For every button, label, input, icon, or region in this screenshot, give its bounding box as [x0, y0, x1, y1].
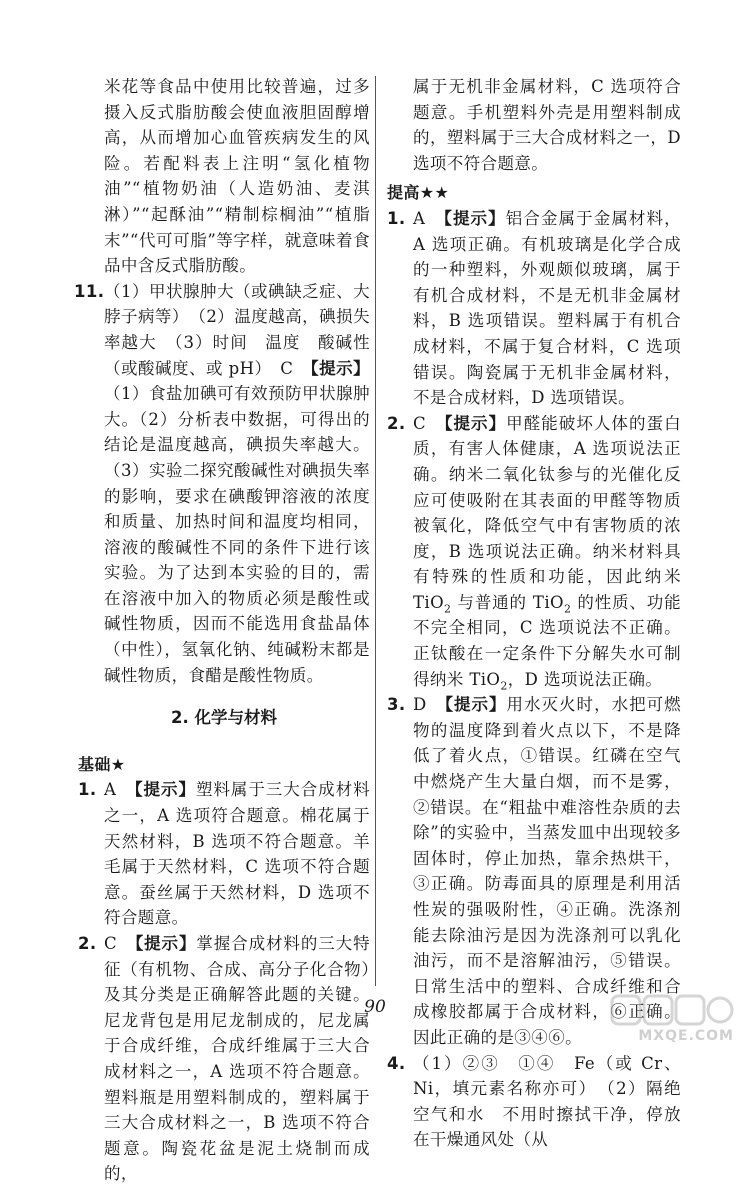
- answer-text: （1）②③ ①④ Fe（或 Cr、Ni，填元素名称亦可） （2）隔绝空气和水 不用时擦拭干净，停放在干燥通风处（从: [413, 1053, 681, 1150]
- question-1: [78, 777, 370, 931]
- answer-text: C: [104, 934, 135, 953]
- answer-text: （1）甲状腺肿大（或碘缺乏症、大脖子病等） （2）温度越高，碘损失率越大 （3）时间 温度 酸碱性（或酸碱度、或 pH） C: [104, 281, 370, 378]
- continued-text: 属于无机非金属材料，C 选项符合题意。手机塑料外壳是用塑料制成的，塑料属于三大合成材料之一，D 选项不符合题意。: [413, 77, 681, 173]
- right-column: [387, 74, 681, 1153]
- answer-text: D: [413, 695, 445, 715]
- question-number: 1.: [78, 780, 97, 800]
- left-column: [74, 74, 371, 1187]
- column-divider: [375, 76, 376, 986]
- question-2: [387, 411, 681, 693]
- page-number: 90: [364, 997, 386, 1017]
- watermark-text: MXQE.COM: [638, 1028, 734, 1044]
- explanation-text: ，D 选项说法正确。: [507, 669, 663, 689]
- watermark-icon: [610, 994, 734, 1028]
- question-number: 11.: [74, 281, 105, 301]
- explanation-text: 铝合金属于金属材料，A 选项正确。有机玻璃是化学合成的一种塑料，外观颇似玻璃，属于有机合成材料，不是无机非金属材料，B 选项错误。塑料属于有机合成材料，不属于复合材料，C 选项错误。陶瓷属于无机非金属材料，不是合成材料，D 选项错误。: [413, 208, 682, 408]
- subscript: 2: [563, 602, 572, 616]
- hint-label: 【提示】: [444, 695, 507, 715]
- explanation-text: （1）食盐加碘可有效预防甲状腺肿大。（2）分析表中数据，可得出的结论是温度越高，碘损失率越大。（3）实验二探究酸碱性对碘损失率的影响，要求在碘酸钾溶液的浓度和质量、加热时间和温度均相同，溶液的酸碱性不同的条件下进行该实验。为了达到本实验的目的，需在溶液中加入的物质必须是酸性或碱性物质，因而不能选用食盐晶体（中性），氢氧化钠、纯碱粉末都是碱性物质，食醋是酸性物质。: [104, 384, 370, 685]
- hint-label: 【提示】: [443, 208, 506, 228]
- advanced-level-label: 提高★★: [387, 183, 450, 203]
- question-number: 2.: [78, 934, 97, 953]
- answer-text: A: [413, 208, 444, 228]
- question-number: 2.: [387, 413, 406, 433]
- intro-text: 米花等食品中使用比较普遍，过多摄入反式脂肪酸会使血液胆固醇增高，从而增加心血管疾病发生的风险。若配料表上注明“氢化植物油”“植物奶油（人造奶油、麦淇淋）”“起酥油”“精制棕榈油”“植脂末”“代可可脂”等字样，就意味着食品中含反式脂肪酸。: [104, 77, 370, 276]
- explanation-text: 与普通的 TiO: [451, 592, 564, 612]
- question-4: [387, 1051, 681, 1153]
- hint-label: 【提示】: [134, 934, 197, 953]
- answer-text: C: [413, 413, 445, 433]
- basic-level-label: 基础★: [78, 754, 126, 774]
- question-1: [387, 206, 681, 411]
- answer-text: A: [104, 780, 135, 800]
- hint-label: 【提示】: [310, 358, 371, 378]
- intro-paragraph: [78, 74, 370, 279]
- question-11: [74, 279, 371, 689]
- continued-paragraph: [387, 74, 681, 176]
- explanation-text: 甲醛能破坏人体的蛋白质，有害人体健康，A 选项说法正确。纳米二氧化钛参与的光催化反应可使吸附在其表面的甲醛等物质被氧化，降低空气中有害物质的浓度，B 选项说法正确。纳米材料具有特殊的性质和功能，因此纳米 TiO: [413, 413, 681, 612]
- question-number: 4.: [387, 1053, 406, 1073]
- subscript: 2: [500, 678, 508, 692]
- section-title: 2. 化学与材料: [171, 708, 277, 728]
- subscript: 2: [444, 602, 452, 616]
- question-2: [78, 931, 370, 1187]
- explanation-text: 掌握合成材料的三大特征（有机物、合成、高分子化合物）及其分类是正确解答此题的关键。尼龙背包是用尼龙制成的，尼龙属于合成纤维，合成纤维属于三大合成材料之一，A 选项不符合题意。塑料瓶是用塑料制成的，塑料属于三大合成材料之一，B 选项不符合题意。陶瓷花盆是泥土烧制而成的，: [104, 934, 370, 1184]
- question-number: 3.: [387, 695, 406, 715]
- explanation-text: 用水灭火时，水把可燃物的温度降到着火点以下，不是降低了着火点，①错误。红磷在空气中燃烧产生大量白烟，而不是雾，②错误。在“粗盐中难溶性杂质的去除”的实验中，当蒸发皿中出现较多固体时，停止加热，靠余热烘干，③正确。防毒面具的原理是利用活性炭的强吸附性，④正确。洗涤剂能去除油污是因为洗涤剂可以乳化油污，而不是溶解油污，⑤错误。日常生活中的塑料、合成纤维和合成橡胶都属于合成材料，⑥正确。因此正确的是③④⑥。: [413, 695, 681, 1047]
- watermark-logo: [610, 994, 734, 1046]
- question-number: 1.: [387, 208, 406, 228]
- explanation-text: 的性质、功能不完全相同，C 选项说法不正确。正钛酸在一定条件下分解失水可制得纳米 TiO: [413, 592, 681, 689]
- explanation-text: 塑料属于三大合成材料之一，A 选项符合题意。棉花属于天然材料，B 选项不符合题意。羊毛属于天然材料，C 选项不符合题意。蚕丝属于天然材料，D 选项不符合题意。: [104, 780, 371, 928]
- hint-label: 【提示】: [444, 413, 507, 433]
- hint-label: 【提示】: [134, 780, 196, 800]
